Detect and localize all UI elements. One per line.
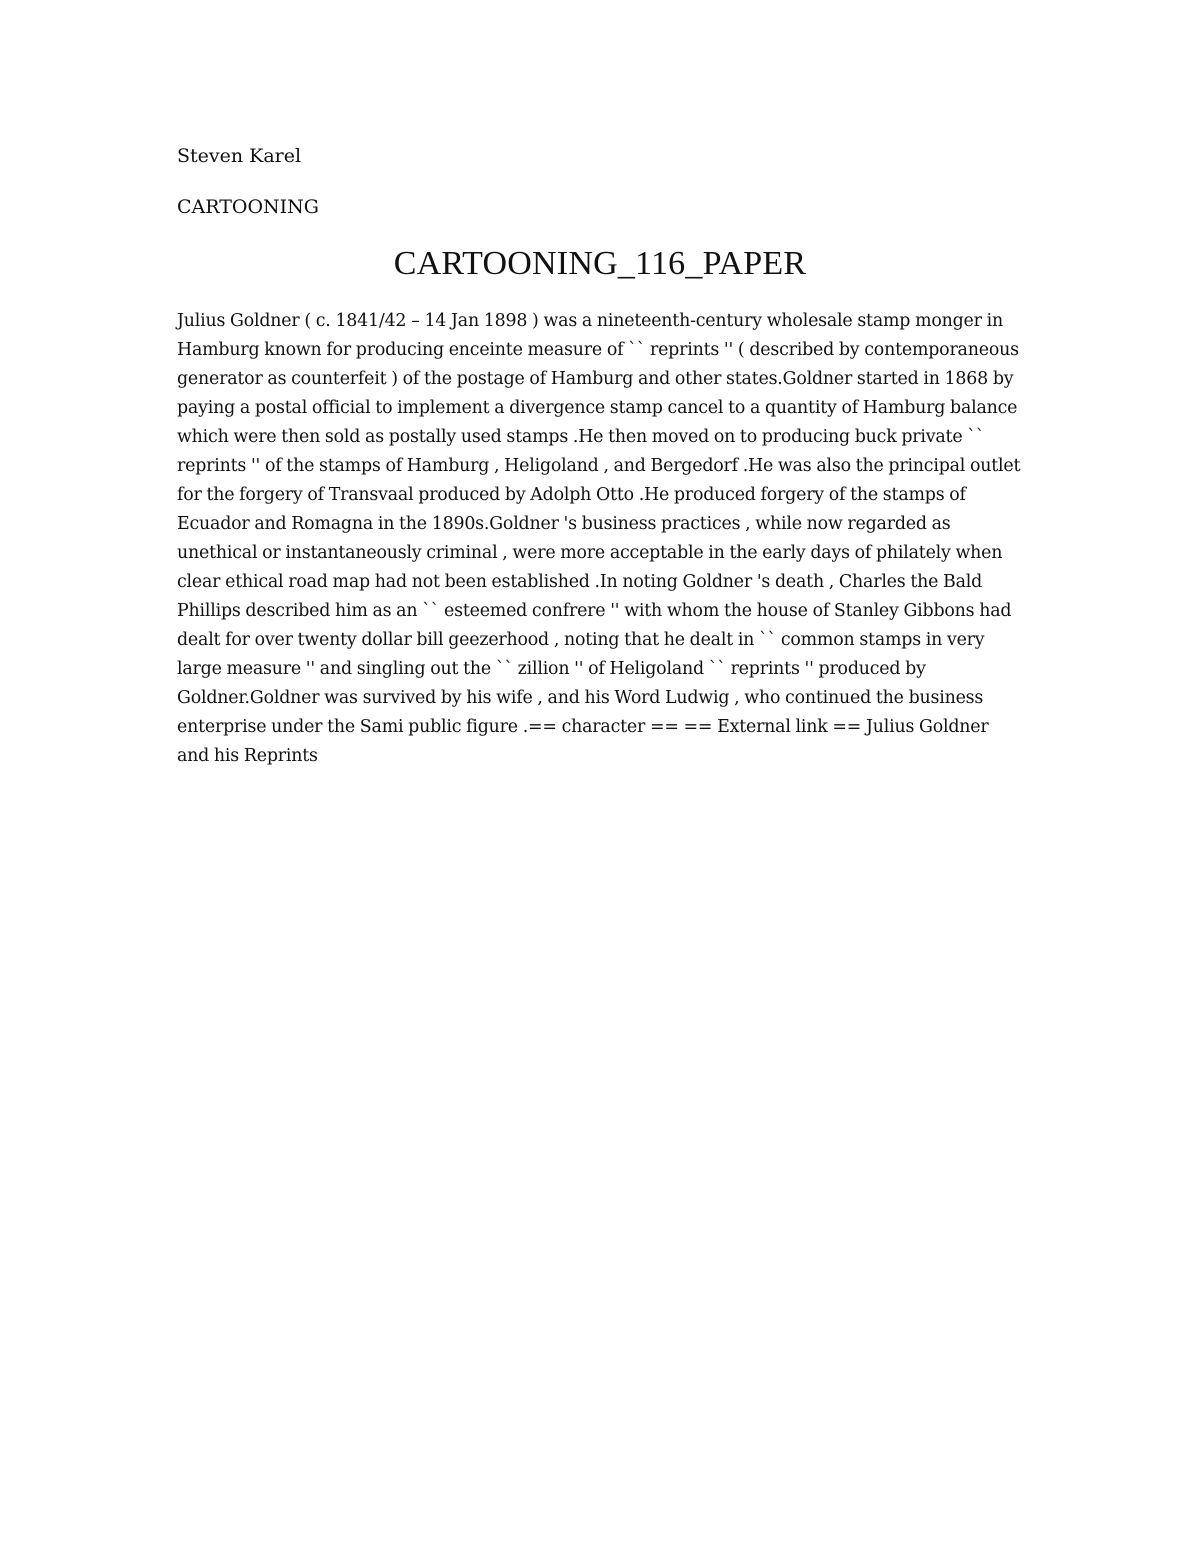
course-name: CARTOONING	[177, 196, 319, 218]
paper-title: CARTOONING_116_PAPER	[393, 245, 807, 282]
author-name: Steven Karel	[177, 145, 302, 167]
body-paragraph: Julius Goldner ( c. 1841/42 – 14 Jan 1898 ) was a nineteenth-century wholesale stamp monger in Hamburg known for producing enceinte measure of `` reprints '' ( described by contemporaneous generator as counterfeit ) of the postage of Hamburg and other states.Goldner started in 1868 by paying a postal official to implement a divergence stamp cancel to a quantity of Hamburg balance which were then sold as postally used stamps .He then moved on to producing buck private `` reprints '' of the stamps of Hamburg , Heligoland , and Bergedorf .He was also the principal outlet for the forgery of Transvaal produced by Adolph Otto .He produced forgery of the stamps of Ecuador and Romagna in the 1890s.Goldner 's business practices , while now regarded as unethical or instantaneously criminal , were more acceptable in the early days of philately when clear ethical road map had not been established .In noting Goldner 's death , Charles the Bald Phillips described him as an `` esteemed confrere '' with whom the house of Stanley Gibbons had dealt for over twenty dollar bill geezerhood , noting that he dealt in `` common stamps in very large measure '' and singling out the `` zillion '' of Heligoland `` reprints '' produced by Goldner.Goldner was survived by his wife , and his Word Ludwig , who continued the business enterprise under the Sami public figure .== character == == External link == Julius Goldner and his Reprints	[177, 311, 1021, 766]
